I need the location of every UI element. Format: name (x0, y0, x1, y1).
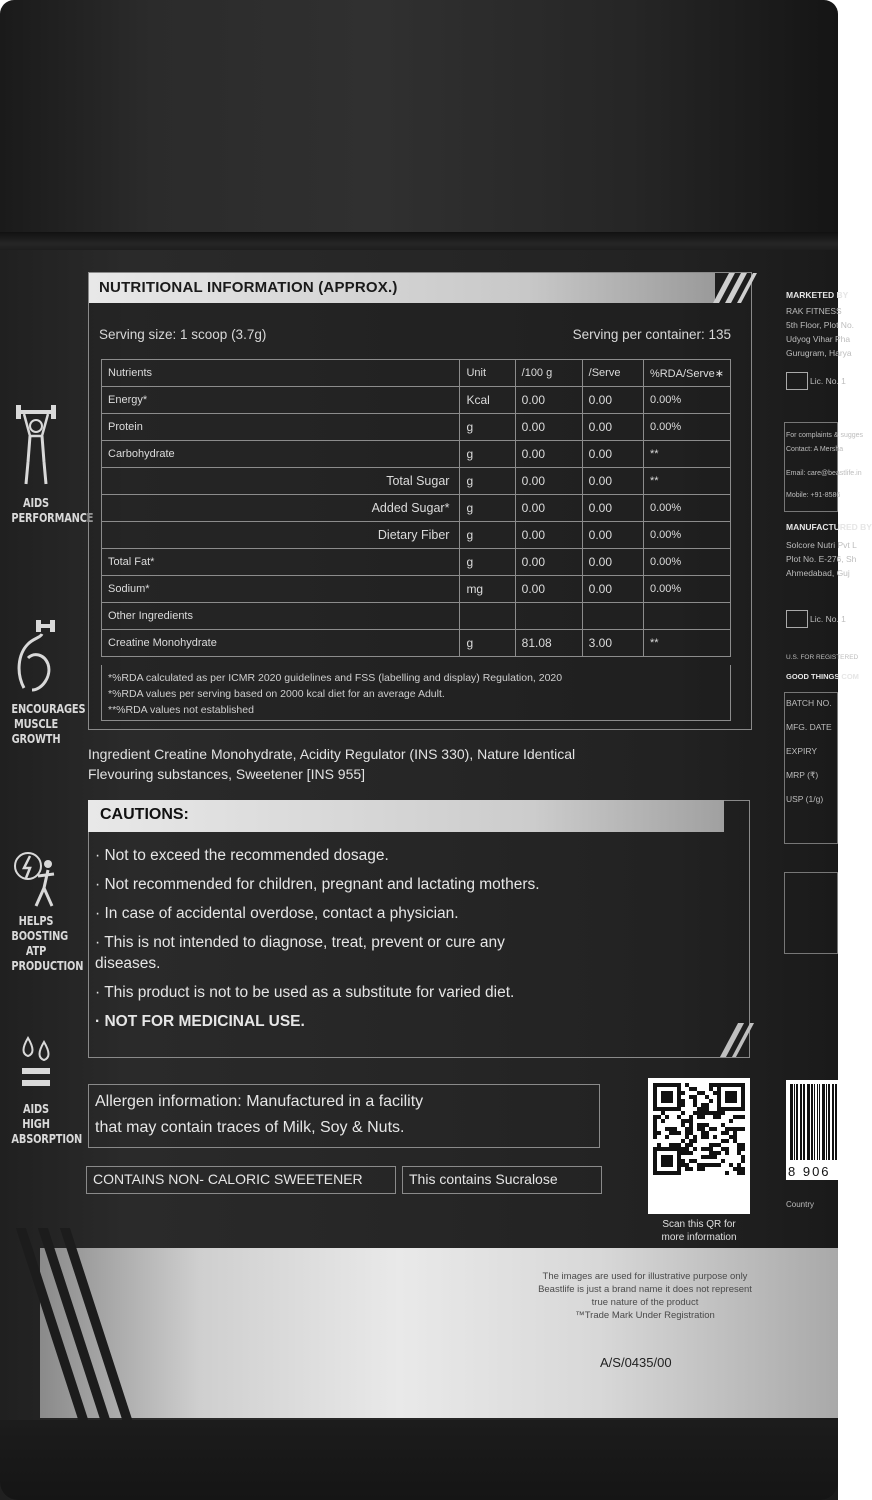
table-row (102, 414, 731, 441)
nutrient-name: Protein (102, 414, 460, 441)
nutrient-rda: 0.00% (643, 576, 730, 603)
disclaimer-line: ™Trade Mark Under Registration (575, 1310, 715, 1321)
jar-base (0, 1420, 838, 1500)
table-row (102, 576, 731, 603)
nutrient-name: Sodium* (102, 576, 460, 603)
nutrient-unit: g (460, 522, 515, 549)
nutrient-per100: 0.00 (515, 495, 582, 522)
table-row (102, 522, 731, 549)
nutrient-per100: 0.00 (515, 414, 582, 441)
nutrition-column-header: /Serve (582, 360, 643, 387)
nutrient-per100: 0.00 (515, 468, 582, 495)
batch-field: BATCH NO. (786, 698, 832, 708)
nutrient-rda: 0.00% (643, 414, 730, 441)
benefit-absorption-line2: ABSORPTION (11, 1132, 83, 1146)
flexed-arm-icon (14, 618, 58, 698)
nutrient-unit: g (460, 549, 515, 576)
marketed-line: RAK FITNESS (786, 306, 842, 316)
nutrient-unit: Kcal (460, 387, 515, 414)
ingredient-list (88, 744, 748, 784)
fssai-logo-icon (786, 372, 808, 390)
nutrition-column-header: /100 g (515, 360, 582, 387)
ingredient-line: Flevouring substances, Sweetener [INS 955] (88, 766, 366, 782)
manufactured-by-heading: MANUFACTURED BY (786, 522, 872, 532)
allergen-line: that may contain traces of Milk, Soy & Nuts. (95, 1119, 405, 1136)
nutrient-rda: ** (643, 441, 730, 468)
caution-item: · This product is not to be used as a substitute for varied diet. (95, 984, 515, 1001)
manufacturer-line: Plot No. E-276, Sh (786, 554, 857, 564)
nutrient-rda: 0.00% (643, 549, 730, 576)
nutrient-unit: g (460, 630, 515, 657)
nutrient-rda (643, 603, 730, 630)
table-row (102, 495, 731, 522)
batch-code: A/S/0435/00 (600, 1355, 672, 1370)
nutrient-unit: g (460, 441, 515, 468)
nutrition-header (89, 273, 715, 303)
caution-item: · This is not intended to diagnose, treat, prevent or cure any (95, 934, 505, 951)
cautions-header (88, 800, 724, 832)
benefit-muscle (6, 618, 86, 747)
nutrient-name: Dietary Fiber (102, 522, 460, 549)
benefit-absorption-line1: AIDS HIGH (22, 1102, 50, 1131)
disclaimer (500, 1270, 790, 1322)
nutrient-rda: ** (643, 630, 730, 657)
stripe-pattern (30, 1238, 120, 1420)
nutrient-per-serve: 0.00 (582, 441, 643, 468)
marketed-line: 5th Floor, Plot No. (786, 320, 855, 330)
footnote: **%RDA values not established (108, 704, 254, 716)
manufacturer-line: Ahmedabad, Guj (786, 568, 850, 578)
complaint-line: Contact: A Mersha (786, 446, 844, 453)
marketed-by-heading: MARKETED BY (786, 290, 849, 300)
nutrient-unit: g (460, 414, 515, 441)
batch-field: EXPIRY (786, 746, 818, 756)
license-number: Lic. No. 1 (810, 614, 846, 624)
qr-caption-line: Scan this QR for (662, 1219, 736, 1230)
disclaimer-line: Beastlife is just a brand name it does not represent (538, 1284, 752, 1295)
us-registration-line: U.S. FOR REGISTERED (786, 654, 859, 661)
benefit-absorption (6, 1034, 83, 1147)
nutrient-rda: 0.00% (643, 387, 730, 414)
sucralose-tag: This contains Sucralose (402, 1166, 602, 1194)
benefit-performance-line1: AIDS (23, 496, 49, 510)
nutrient-name: Added Sugar* (102, 495, 460, 522)
table-row (102, 387, 731, 414)
complaint-line: For complaints & sugges (786, 432, 864, 439)
allergen-line: Allergen information: Manufactured in a facility (95, 1093, 424, 1110)
nutrient-per-serve: 0.00 (582, 576, 643, 603)
nutrient-per100 (515, 603, 582, 630)
table-row (102, 441, 731, 468)
benefit-performance-line2: PERFORMANCE (11, 511, 94, 525)
benefit-atp-line1: HELPS BOOSTING (11, 914, 69, 943)
nutrient-per-serve: 0.00 (582, 414, 643, 441)
nutrient-per-serve: 0.00 (582, 495, 643, 522)
caution-item: · In case of accidental overdose, contact a physician. (95, 905, 459, 922)
nutrient-per100: 0.00 (515, 441, 582, 468)
nutrient-per-serve: 0.00 (582, 387, 643, 414)
complaint-line: Mobile: +91-8586 (786, 492, 841, 499)
batch-field: MFG. DATE (786, 722, 832, 732)
nutrient-unit (460, 603, 515, 630)
qr-caption-line: more information (661, 1232, 737, 1243)
table-row (102, 603, 731, 630)
energy-runner-icon (14, 844, 58, 910)
disclaimer-line: The images are used for illustrative purpose only (542, 1271, 748, 1282)
benefit-performance (6, 402, 94, 526)
marketed-line: Gurugram, Harya (786, 348, 852, 358)
nutrient-unit: g (460, 468, 515, 495)
nutrient-name: Total Sugar (102, 468, 460, 495)
nutrient-rda: 0.00% (643, 495, 730, 522)
jar-lid (0, 0, 838, 250)
benefit-muscle-line1: ENCOURAGES (11, 702, 86, 716)
allergen-info (88, 1084, 600, 1148)
batch-field: USP (1/g) (786, 794, 824, 804)
nutrient-name: Creatine Monohydrate (102, 630, 460, 657)
good-things-heading: GOOD THINGS COM (786, 672, 859, 681)
nutrition-title: NUTRITIONAL INFORMATION (APPROX.) (99, 279, 398, 296)
nutrient-per100: 0.00 (515, 387, 582, 414)
country-line: Country (786, 1200, 815, 1209)
cautions-panel (88, 800, 750, 1058)
fine-print-box (784, 872, 838, 954)
qr-caption (640, 1218, 758, 1244)
license-number: Lic. No. 1 (810, 376, 846, 386)
nutrient-per100: 81.08 (515, 630, 582, 657)
nutrient-rda: ** (643, 468, 730, 495)
table-row (102, 468, 731, 495)
caution-item: · Not to exceed the recommended dosage. (95, 847, 389, 864)
nutrition-header-row (102, 360, 731, 387)
caution-item: · Not recommended for children, pregnant and lactating mothers. (95, 876, 540, 893)
nutrient-name: Other Ingredients (102, 603, 460, 630)
benefit-muscle-line2: MUSCLE GROWTH (11, 717, 61, 746)
footnote: *%RDA calculated as per ICMR 2020 guidelines and FSS (labelling and display) Regulation, 2020 (108, 672, 563, 684)
disclaimer-line: true nature of the product (591, 1297, 699, 1308)
footnote: *%RDA values per serving based on 2000 kcal diet for an average Adult. (108, 688, 445, 700)
serving-size: Serving size: 1 scoop (3.7g) (99, 327, 267, 342)
barcode-digits: 8 906 (788, 1164, 831, 1179)
batch-info-box (784, 692, 838, 844)
nutrition-column-header: Unit (460, 360, 515, 387)
nutrient-name: Total Fat* (102, 549, 460, 576)
nutrient-per-serve: 0.00 (582, 549, 643, 576)
nutrient-per100: 0.00 (515, 549, 582, 576)
cautions-title: CAUTIONS: (100, 806, 189, 823)
manufacturer-line: Solcore Nutri Pvt L (786, 540, 857, 550)
jar-lid-rim (0, 232, 838, 252)
nutrient-per-serve: 3.00 (582, 630, 643, 657)
nutrition-panel (88, 272, 752, 730)
nutrient-per100: 0.00 (515, 576, 582, 603)
qr-code[interactable] (648, 1078, 750, 1214)
servings-per-container: Serving per container: 135 (572, 327, 731, 342)
nutrient-per-serve: 0.00 (582, 468, 643, 495)
nutrient-per100: 0.00 (515, 522, 582, 549)
table-row (102, 549, 731, 576)
marketed-line: Udyog Vihar Pha (786, 334, 851, 344)
ingredient-line: Ingredient Creatine Monohydrate, Acidity Regulator (INS 330), Nature Identical (88, 746, 576, 762)
nutrient-per-serve (582, 603, 643, 630)
batch-field: MRP (₹) (786, 770, 819, 780)
nutrition-table (101, 359, 731, 657)
caution-item: · NOT FOR MEDICINAL USE. (95, 1013, 305, 1030)
barcode (786, 1080, 838, 1180)
benefit-atp (6, 844, 84, 974)
nutrition-footnotes (101, 665, 731, 721)
caution-item: diseases. (95, 955, 161, 972)
cautions-list (95, 845, 735, 1040)
complaint-line: Email: care@beastlife.in (786, 470, 862, 477)
nutrient-name: Energy* (102, 387, 460, 414)
weightlifter-icon (16, 402, 56, 492)
fssai-logo-icon (786, 610, 808, 628)
nutrient-unit: mg (460, 576, 515, 603)
nutrient-name: Carbohydrate (102, 441, 460, 468)
nutrition-column-header: %RDA/Serve∗ (643, 360, 730, 387)
qr-code-icon (648, 1078, 750, 1214)
nutrition-column-header: Nutrients (102, 360, 460, 387)
sweetener-tag: CONTAINS NON- CALORIC SWEETENER (86, 1166, 396, 1194)
water-drops-icon (16, 1034, 56, 1098)
nutrient-rda: 0.00% (643, 522, 730, 549)
table-row (102, 630, 731, 657)
nutrient-per-serve: 0.00 (582, 522, 643, 549)
nutrient-unit: g (460, 495, 515, 522)
benefit-atp-line2: ATP PRODUCTION (11, 944, 84, 973)
